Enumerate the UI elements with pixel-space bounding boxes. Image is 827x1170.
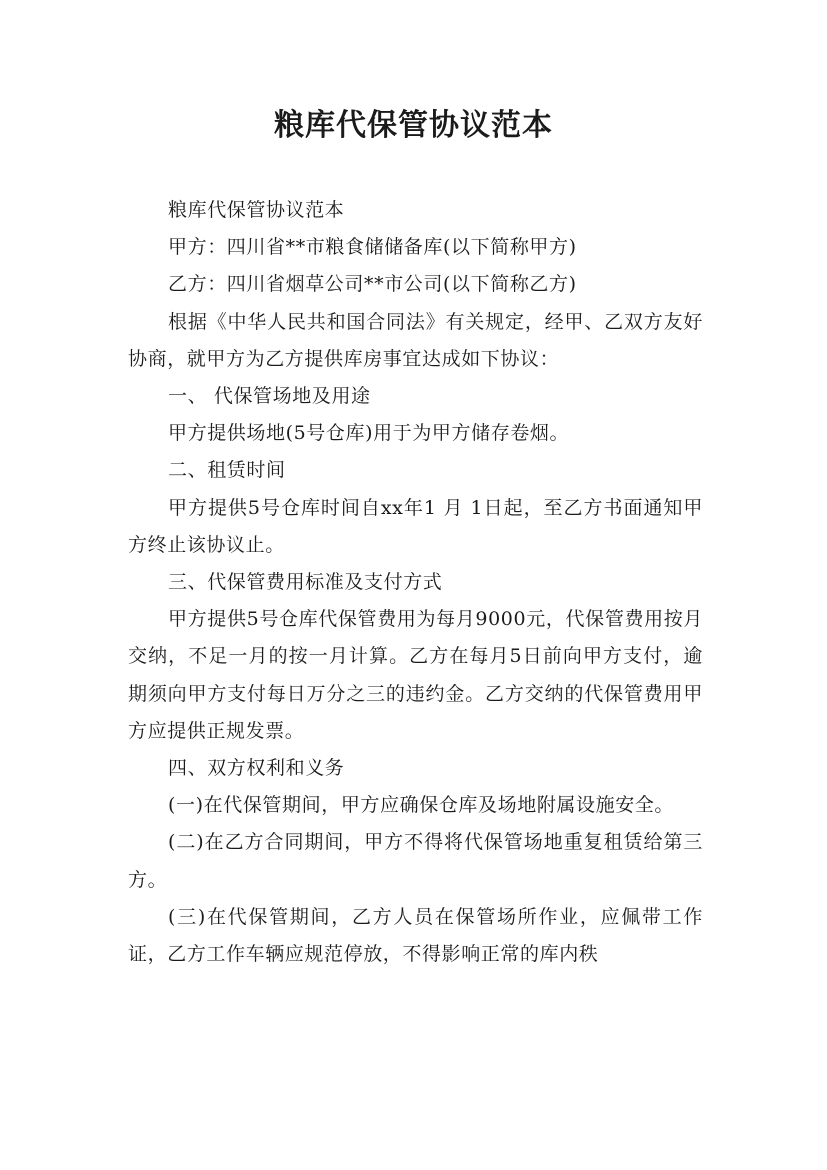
paragraph-section-3: 甲方提供5号仓库代保管费用为每月9000元，代保管费用按月交纳，不足一月的按一月计算。乙方在每月5日前向甲方支付，逾期须向甲方支付每日万分之三的违约金。乙方交纳的代保管费用甲方应提供正规发票。: [128, 608, 703, 742]
paragraph-section-2: 甲方提供5号仓库时间自xx年1 月 1日起，至乙方书面通知甲方终止该协议止。: [128, 496, 703, 556]
paragraph-party-a: 甲方：四川省**市粮食储储备库(以下简称甲方): [168, 236, 577, 259]
paragraph-party-b: 乙方：四川省烟草公司**市公司(以下简称乙方): [168, 273, 577, 296]
paragraph-clause-3: (三)在代保管期间，乙方人员在保管场所作业，应佩带工作证，乙方工作车辆应规范停放，不得影响正常的库内秩: [128, 905, 703, 966]
paragraph-clause-2: (二)在乙方合同期间，甲方不得将代保管场地重复租赁给第三方。: [128, 831, 703, 891]
section-heading-2: 二、租赁时间: [168, 459, 286, 482]
paragraph-heading-repeat: 粮库代保管协议范本: [168, 199, 345, 221]
paragraph-section-1: 甲方提供场地(5号仓库)用于为甲方储存卷烟。: [168, 422, 570, 445]
section-heading-3: 三、代保管费用标准及支付方式: [168, 571, 443, 594]
paragraph-preamble: 根据《中华人民共和国合同法》有关规定，经甲、乙双方友好协商，就甲方为乙方提供库房事宜达成如下协议：: [128, 310, 703, 370]
section-heading-1: 一、 代保管场地及用途: [168, 385, 371, 408]
section-heading-4: 四、双方权利和义务: [168, 757, 345, 780]
document-title: 粮库代保管协议范本: [274, 108, 553, 143]
paragraph-clause-1: (一)在代保管期间，甲方应确保仓库及场地附属设施安全。: [168, 794, 675, 817]
document-body: [128, 192, 703, 973]
